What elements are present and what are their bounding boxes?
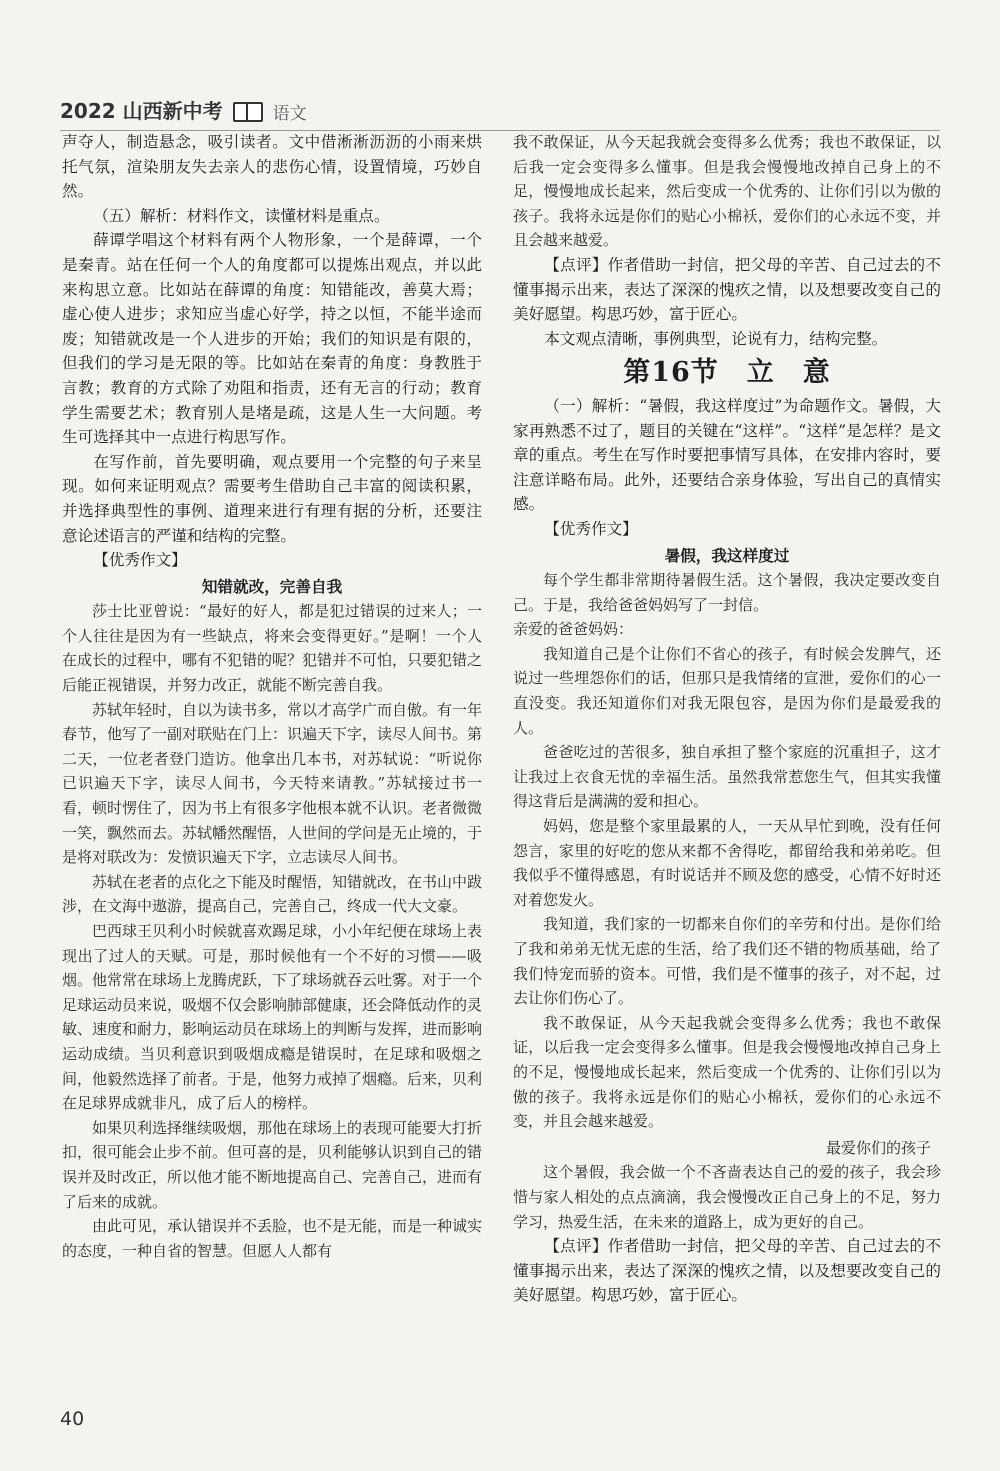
essay-title: 暑假，我这样度过 bbox=[664, 546, 790, 565]
essay-body bbox=[62, 599, 482, 1263]
essay-body bbox=[513, 568, 941, 1234]
paragraph: 薛谭学唱这个材料有两个人物形象，一个是薛谭，一个是秦青。站在任何一个人的角度都可以提炼出观点，并以此来构思立意。比如站在薛谭的角度：知错能改，善莫大焉；虚心使人进步；求知应当虚心好学，持之以恒，不能半途而废；知错就改是一个人进步的开始；我们的知识是有限的，但我们的学习是无限的等。比如站在秦青的角度：身教胜于言教；教育的方式除了劝阻和指责，还有无言的行动；教育学生需要艺术；教育别人是堵是疏，这是人生一大问题。考生可选择其中一点进行构思写作。 bbox=[62, 231, 482, 447]
section-tag: 【优秀作文】 bbox=[544, 519, 638, 538]
page-header bbox=[60, 84, 940, 131]
essay-title: 知错就改，完善自我 bbox=[201, 577, 343, 596]
paragraph: 妈妈，您是整个家里最累的人，一天从早忙到晚，没有任何怨言，家里的好吃的您从来都不舍得吃，都留给我和弟弟吃。但我似乎不懂得感恩，有时说话并不顾及您的感受，心情不好时还对着您发火。 bbox=[513, 817, 941, 909]
left-column bbox=[62, 130, 482, 1263]
paragraph: 莎士比亚曾说：“最好的好人，都是犯过错误的过来人；一个人往往是因为有一些缺点，将来会变得更好。”是啊！一个人在成长的过程中，哪有不犯错的呢？犯错并不可怕，只要犯错之后能正视错误，并努力改正，就能不断完善自我。 bbox=[62, 602, 483, 695]
paragraph: 在写作前，首先要明确，观点要用一个完整的句子来呈现。如何来证明观点？需要考生借助自己丰富的阅读积累，并选择典型性的事例、道理来进行有理有据的分析，还要注意论述语言的严谨和结构的完整。 bbox=[62, 452, 482, 545]
paragraph: 苏轼在老者的点化之下能及时醒悟，知错就改，在书山中跋涉，在文海中遨游，提高自己，完善自己，终成一代大文豪。 bbox=[62, 872, 483, 916]
section-tag: 【优秀作文】 bbox=[93, 551, 187, 570]
paragraph: 这个暑假，我会做一个不吝啬表达自己的爱的孩子，我会珍惜与家人相处的点点滴滴，我会慢慢改正自己身上的不足，努力学习，热爱生活，在未来的道路上，成为更好的自己。 bbox=[513, 1163, 941, 1231]
paragraph: 巴西球王贝利小时候就喜欢踢足球，小小年纪便在球场上表现出了过人的天赋。可是，那时候他有一个不好的习惯——吸烟。他常常在球场上龙腾虎跃，下了球场就吞云吐雾。对于一个足球运动员来说，吸烟不仅会影响肺部健康，还会降低动作的灵敏、速度和耐力，影响运动员在球场上的判断与发挥，进而影响运动成绩。当贝利意识到吸烟成瘾是错误时，在足球和吸烟之间，他毅然选择了前者。于是，他努力戒掉了烟瘾。后来，贝利在足球界成就非凡，成了后人的榜样。 bbox=[62, 922, 483, 1113]
letter-signature: 最爱你们的孩子 bbox=[825, 1138, 931, 1157]
paragraph: 由此可见，承认错误并不丢脸，也不是无能，而是一种诚实的态度，一种自省的智慧。但愿人人都有 bbox=[62, 1217, 483, 1260]
paragraph: 声夺人，制造悬念，吸引读者。文中借淅淅沥沥的小雨来烘托气氛，渲染朋友失去亲人的悲伤心情，设置情境，巧妙自然。 bbox=[62, 133, 482, 201]
paragraph: 我知道自己是个让你们不省心的孩子，有时候会发脾气，还说过一些埋怨你们的话，但那只是我情绪的宣泄，爱你们的心一直没变。我还知道你们对我无限包容，是因为你们是最爱我的人。 bbox=[513, 644, 941, 737]
page-number: 40 bbox=[60, 1408, 85, 1430]
section-word: 立 bbox=[746, 357, 775, 389]
section-number: 第16节 bbox=[623, 357, 719, 389]
paragraph: 我不敢保证，从今天起我就会变得多么优秀；我也不敢保证，以后我一定会变得多么懂事。但是我会慢慢地改掉自己身上的不足，慢慢地成长起来，然后变成一个优秀的、让你们引以为傲的孩子。我将永远是你们的贴心小棉袄，爱你们的心永远不变，并且会越来越爱。 bbox=[513, 1013, 941, 1131]
paragraph: 我不敢保证，从今天起我就会变得多么优秀；我也不敢保证，以后我一定会变得多么懂事。但是我会慢慢地改掉自己身上的不足，慢慢地成长起来，然后变成一个优秀的、让你们引以为傲的孩子。我将永远是你们的贴心小棉袄，爱你们的心永远不变，并且会越来越爱。 bbox=[513, 133, 941, 250]
subject-label: 语文 bbox=[272, 104, 307, 124]
comment: 【点评】作者借助一封信，把父母的辛苦、自己过去的不懂事揭示出来，表达了深深的愧疚之情，以及想要改变自己的美好愿望。构思巧妙，富于匠心。 bbox=[513, 1237, 941, 1305]
book-title: 2022 山西新中考 bbox=[60, 99, 223, 123]
letter-salutation: 亲爱的爸爸妈妈： bbox=[513, 620, 634, 639]
comment: 【点评】作者借助一封信，把父母的辛苦、自己过去的不懂事揭示出来，表达了深深的愧疚之情，以及想要改变自己的美好愿望。构思巧妙，富于匠心。 bbox=[513, 255, 941, 324]
essay-body-continued bbox=[513, 130, 941, 253]
paragraph: 如果贝利选择继续吸烟，那他在球场上的表现可能要大打折扣，很可能会止步不前。但可喜的是，贝利能够认识到自己的错误并及时改正，所以他才能不断地提高自己、完善自己，进而有了后来的成就。 bbox=[62, 1118, 483, 1211]
paragraph: 苏轼年轻时，自以为读书多，常以才高学广而自傲。有一年春节，他写了一副对联贴在门上：识遍天下字，读尽人间书。第二天，一位老者登门造访。他拿出几本书，对苏轼说：“听说你已识遍天下字，读尽人间书，今天特来请教。”苏轼接过书一看，顿时愣住了，因为书上有很多字他根本就不认识。老者微微一笑，飘然而去。苏轼幡然醒悟，人世间的学问是无止境的，于是将对联改为：发愤识遍天下字，立志读尽人间书。 bbox=[62, 700, 483, 867]
right-column bbox=[513, 130, 941, 1308]
section-heading bbox=[513, 357, 941, 389]
paragraph: 爸爸吃过的苦很多，独自承担了整个家庭的沉重担子，这才让我过上衣食无忧的幸福生活。虽然我常惹您生气，但其实我懂得这背后是满满的爱和担心。 bbox=[513, 743, 941, 811]
paragraph: 我知道，我们家的一切都来自你们的辛劳和付出。是你们给了我和弟弟无忧无虑的生活，给了我们还不错的物质基础，给了我们恃宠而骄的资本。可惜，我们是不懂事的孩子，对不起，过去让你们伤心了。 bbox=[513, 915, 941, 1008]
paragraph: 每个学生都非常期待暑假生活。这个暑假，我决定要改变自己。于是，我给爸爸妈妈写了一封信。 bbox=[513, 571, 941, 614]
paragraph: （一）解析：“暑假，我这样度过”为命题作文。暑假，大家再熟悉不过了，题目的关键在“这样”。“这样”是怎样？是文章的重点。考生在写作时要把事情写具体，在安排内容时，要注意详略布局。此外，还要结合亲身体验，写出自己的真情实感。 bbox=[513, 396, 941, 514]
book-icon bbox=[233, 100, 263, 122]
paragraph: 本文观点清晰，事例典型，论说有力，结构完整。 bbox=[544, 329, 888, 348]
section-word: 意 bbox=[802, 357, 831, 389]
paragraph: （五）解析：材料作文，读懂材料是重点。 bbox=[93, 206, 390, 225]
